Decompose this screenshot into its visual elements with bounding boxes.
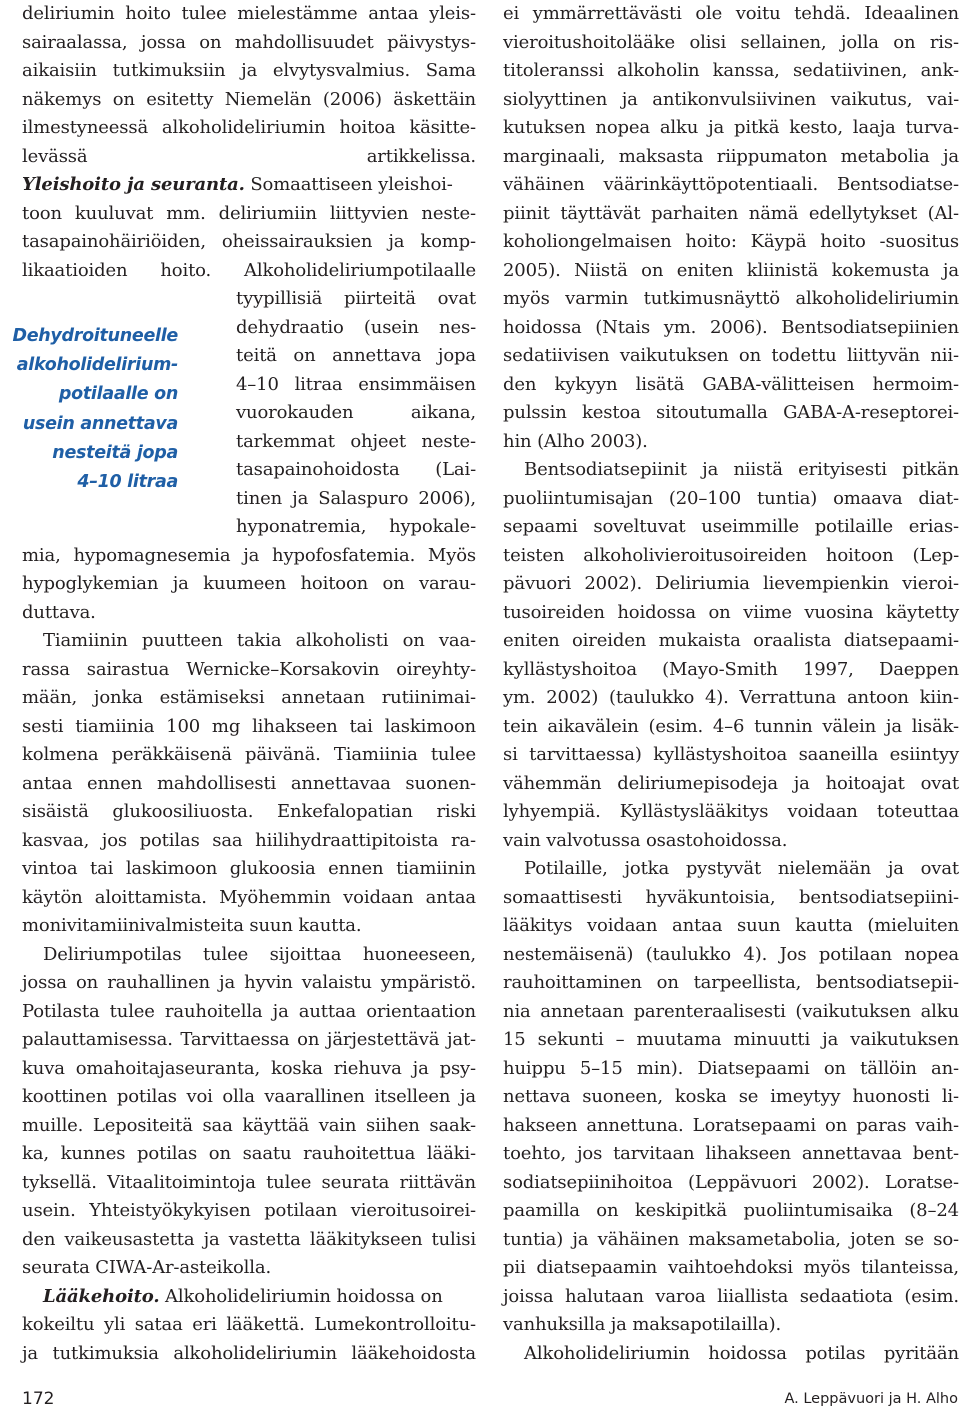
text-line: deliriumin hoito tulee mielestämme antaa yleis-	[22, 3, 476, 24]
text-line: tyypillisiä piirteitä ovat	[236, 288, 476, 309]
subheading-yleishoito: Yleishoito ja seuranta.	[22, 174, 245, 195]
author-credit: A. Leppävuori ja H. Alho	[784, 1391, 958, 1407]
text-line: hyponatremia, hypokale-	[236, 516, 476, 537]
text-line: tasapainohäiriöiden, oheissairauksien ja komp-	[22, 231, 476, 252]
text-fragment: Somaattiseen yleishoi-	[244, 174, 453, 195]
text-line: sepaami soveltuvat useimmille potilaille erias-	[503, 516, 959, 537]
text-line: eniten oireiden mukaista oraalista diatsepaami-	[503, 630, 959, 651]
text-line: 15 sekunti – muutama minuutti ja vaikutuksen	[503, 1029, 959, 1050]
text-line: hoidossa (Ntais ym. 2006). Bentsodiatsepiinien	[503, 316, 959, 338]
text-line: den kykyyn lisätä GABA-välitteisen hermoim-	[503, 373, 959, 395]
text-line: vähäinen väärinkäyttöpotentiaali. Bentsodiatse-	[503, 174, 959, 195]
text-line: muille. Lepositeitä saa käyttää vain siihen saak-	[22, 1114, 476, 1136]
text-line: mia, hypomagnesemia ja hypofosfatemia. Myös	[22, 544, 476, 566]
text-line: pulssin kestoa sitoutumalla GABA-A-reseptorei-	[503, 402, 959, 423]
text-line: tasapainohoidosta (Lai-	[236, 459, 476, 480]
yleishoito-end-lines	[22, 542, 476, 628]
text-line: toehto, jos tarvitaan lihakseen annettavaa bent-	[503, 1143, 959, 1164]
text-line: Deliriumpotilas tulee sijoittaa huoneeseen,	[43, 943, 476, 965]
laakehoito-lines	[22, 1311, 476, 1368]
text-line: sesti tiamiinia 100 mg lihakseen tai laskimoon	[22, 715, 476, 737]
text-line: sodiatsepiinihoitoa (Leppävuori 2002). Loratse-	[503, 1171, 959, 1193]
text-line: piinit täyttävät parhaiten nämä edellytykset (Al-	[503, 202, 959, 224]
text-line: marginaali, maksasta riippumaton metabolia ja	[503, 145, 959, 167]
text-line: teitä on annettava jopa	[236, 345, 476, 366]
text-line: tuntia) ja vähäinen maksametabolia, joten se so-	[503, 1228, 959, 1250]
text-line: joissa halutaan varoa liiallista sedaatiota (esim.	[503, 1285, 959, 1307]
laakehoito-first-line	[43, 1283, 443, 1312]
text-line: kuva omahoitajaseuranta, koska riehuva ja psy-	[22, 1057, 476, 1079]
text-line: vanhuksilla ja maksapotilailla).	[503, 1314, 782, 1335]
pull-quote-line: usein annettava	[22, 413, 178, 434]
text-line: pii diatsepaamin vaihtoehdoksi myös tilanteissa,	[503, 1257, 959, 1278]
text-line: antaa ennen mahdollisesti annettavaa suonen-	[22, 772, 476, 794]
text-line: Alkoholideliriumin hoidossa potilas pyritään	[524, 1342, 959, 1364]
text-line: vieroitushoitolääke olisi sellainen, jolla on ris-	[503, 31, 959, 53]
text-line: lyhyempiä. Kyllästyslääkitys voidaan toteuttaa	[503, 801, 959, 822]
text-line: aikaisiin tutkimuksiin ja elvytysvalmius. Sama	[22, 60, 476, 81]
text-line: 4–10 litraa ensimmäisen	[236, 373, 476, 395]
text-line: tein aikavälein (esim. 4–6 tunnin välein ja lisäk-	[503, 715, 959, 737]
text-line: si tarvittaessa) kyllästyshoitoa saaneilla esiintyy	[503, 744, 959, 765]
text-line: lääkitys voidaan antaa suun kautta (mieluiten	[503, 915, 959, 936]
text-line: den vaikeusastetta ja vastetta lääkitykseen tulisi	[22, 1228, 476, 1250]
paragraph-deliriumpotilas	[22, 941, 476, 1283]
paragraph-r1	[503, 0, 959, 456]
pull-quote-line: Dehydroituneelle	[12, 326, 178, 346]
text-line: palauttamisessa. Tarvittaessa on järjestettävä jat-	[22, 1029, 476, 1050]
text-line: monivitamiinivalmisteita suun kautta.	[22, 915, 362, 936]
text-line: mään, jonka estämiseksi annetaan rutiinimai-	[22, 687, 476, 708]
text-line: koottinen potilas voi olla vaarallinen itselleen ja	[22, 1086, 476, 1107]
text-line: nestemäisenä) (taulukko 4). Jos potilaan nopea	[503, 943, 959, 965]
pull-quote-line: 4–10 litraa	[77, 472, 178, 493]
text-line: levässä artikkelissa.	[22, 145, 476, 167]
pull-quote-line: alkoholidelirium-	[16, 355, 178, 376]
text-line: käytön aloittamista. Myöhemmin voidaan antaa	[22, 886, 476, 908]
text-line: vintoa tai laskimoon glukoosia ennen tiamiinin	[22, 858, 476, 879]
text-line: kokeiltu yli sataa eri lääkettä. Lumekontrolloitu-	[22, 1314, 476, 1335]
text-line: usein. Yhteistyökykyisen potilaan vieroitusoirei-	[22, 1200, 476, 1221]
pull-quote	[6, 322, 178, 497]
text-line	[22, 1283, 476, 1312]
text-line: huippu 5–15 min). Diatsepaami on tällöin an-	[503, 1057, 959, 1079]
left-column	[22, 0, 476, 1368]
text-line: titoleranssi alkoholin kanssa, sedatiivinen, ank-	[503, 60, 959, 81]
text-line: toon kuuluvat mm. deliriumiin liittyvien neste-	[22, 202, 476, 224]
text-line: Bentsodiatsepiinit ja niistä erityisesti pitkän	[524, 459, 959, 480]
text-line: siolyyttinen ja antikonvulsiivinen vaikutus, vai-	[503, 88, 959, 110]
text-line: tarkemmat ohjeet neste-	[236, 430, 476, 452]
text-line: duttava.	[22, 601, 96, 623]
text-line: rassa sairastua Wernicke–Korsakovin oireyhty-	[22, 658, 476, 680]
text-line: sedatiivisen vaikutuksen on todettu liittyvän nii-	[503, 345, 959, 366]
page-number: 172	[22, 1389, 55, 1409]
text-line: tyksellä. Vitaalitoimintoja tulee seurata riittävän	[22, 1171, 476, 1193]
text-line: likaatioiden hoito. Alkoholideliriumpotilaalle	[22, 259, 476, 281]
text-line: hakseen annettuna. Loratsepaami on paras vaih-	[503, 1114, 959, 1136]
pull-quote-line: nesteitä jopa	[52, 442, 178, 463]
text-line: jossa on rauhallinen ja hyvin valaistu ympäristö.	[22, 972, 476, 993]
text-line: tusoireiden hoidossa on viime vuosina käytetty	[503, 601, 959, 623]
text-line: pävuori 2002). Deliriumia lievempienkin vieroi-	[503, 573, 959, 594]
text-line: sisäistä glukoosiliuosta. Enkefalopatian riski	[22, 801, 476, 822]
text-line: somaattisesti hyväkuntoisia, bentsodiatsepiini-	[503, 886, 959, 908]
yleishoito-lines	[22, 200, 476, 286]
text-line: teisten alkoholivieroitusoireiden hoitoon (Lep-	[503, 544, 959, 566]
text-line: ym. 2002) (taulukko 4). Verrattuna antoon kiin-	[503, 687, 959, 708]
text-line: 2005). Niistä on eniten kliinistä kokemusta ja	[503, 259, 959, 281]
text-line: Potilaille, jotka pystyvät nielemään ja ovat	[524, 858, 959, 879]
text-line: kolmena peräkkäisenä päivänä. Tiamiinia tulee	[22, 744, 476, 765]
text-line	[22, 171, 476, 200]
text-line: vuorokauden aikana,	[236, 402, 476, 423]
right-column	[503, 0, 959, 1368]
text-line: myös varmin tutkimusnäyttö alkoholideliriumin	[503, 288, 959, 309]
text-line: ei ymmärrettävästi ole voitu tehdä. Ideaalinen	[503, 3, 959, 24]
text-line: kyllästyshoitoa (Mayo-Smith 1997, Daeppen	[503, 658, 959, 680]
paragraph-intro	[22, 0, 476, 171]
text-line: sairaalassa, jossa on mahdollisuudet päivystys-	[22, 31, 476, 53]
text-line: nettava suoneen, koska se imeytyy huonosti li-	[503, 1086, 959, 1107]
text-line: hypoglykemian ja kuumeen hoitoon on varau-	[22, 573, 476, 594]
text-line: puoliintumisajan (20–100 tuntia) omaava diat-	[503, 487, 959, 509]
paragraph-r4	[503, 1340, 959, 1369]
text-line: tinen ja Salaspuro 2006),	[236, 487, 476, 509]
text-line: kasvaa, jos potilas saa hiilihydraattipitoista ra-	[22, 829, 476, 851]
text-line: vain valvotussa osastohoidossa.	[503, 829, 788, 851]
text-line: näkemys on esitetty Niemelän (2006) äskettäin	[22, 88, 476, 110]
subheading-laakehoito: Lääkehoito.	[43, 1285, 160, 1307]
paragraph-laakehoito	[22, 1283, 476, 1369]
text-line: vähemmän deliriumepisodeja ja hoitoajat ovat	[503, 772, 959, 794]
text-line: Potilasta tulee rauhoitella ja auttaa orientaation	[22, 1000, 476, 1022]
paragraph-tiamiini	[22, 627, 476, 941]
paragraph-r2	[503, 456, 959, 855]
paragraph-r3	[503, 855, 959, 1340]
text-line: dehydraatio (usein nes-	[236, 316, 476, 338]
text-fragment: Alkoholideliriumin hoidossa on	[159, 1285, 443, 1307]
text-line: paamilla on keskipitkä puoliintumisaika (8–24	[503, 1200, 959, 1221]
text-line: nia annetaan parenteraalisesti (vaikutuksen alku	[503, 1000, 959, 1022]
pull-quote-line: potilaalle on	[58, 384, 178, 405]
text-line: ka, kunnes potilas on saatu rauhoitettua lääki-	[22, 1143, 476, 1164]
text-line: ja tutkimuksia alkoholideliriumin lääkehoidosta	[22, 1342, 476, 1364]
text-line: seurata CIWA-Ar-asteikolla.	[22, 1257, 272, 1278]
text-line: ilmestyneessä alkoholideliriumin hoitoa käsitte-	[22, 117, 476, 138]
text-line: kutuksen nopea alku ja pitkä kesto, laaja turva-	[503, 117, 959, 138]
text-line: Tiamiinin puutteen takia alkoholisti on vaa-	[43, 630, 476, 651]
text-line: hin (Alho 2003).	[503, 430, 648, 452]
yleishoito-first-line	[22, 171, 453, 200]
text-line: rauhoittaminen on tarpeellista, bentsodiatsepii-	[503, 972, 959, 993]
text-line: koholiongelmaisen hoito: Käypä hoito -suositus	[503, 231, 959, 252]
